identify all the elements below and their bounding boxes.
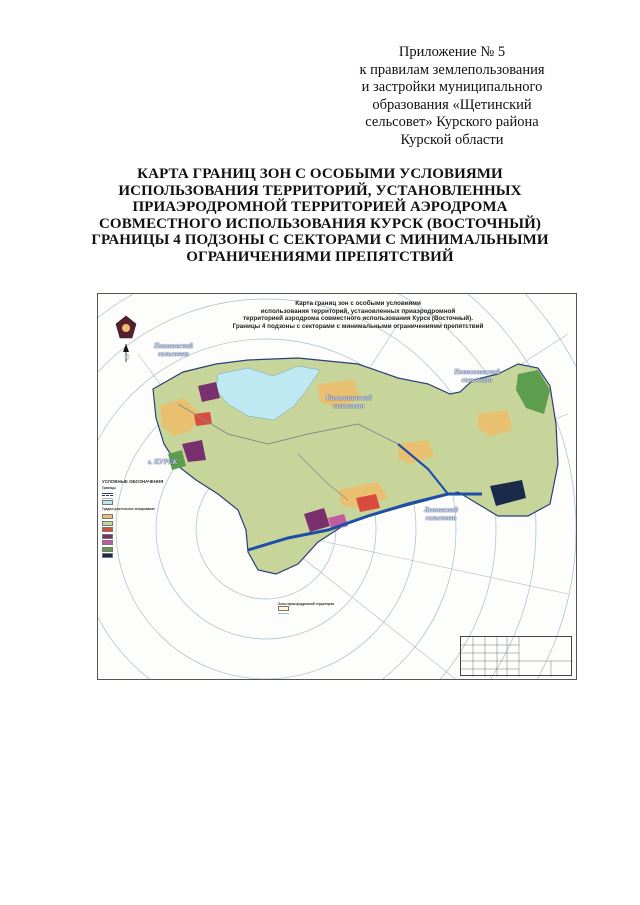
legend-subheading: Градостроительное зонирование (102, 507, 155, 512)
place-line: Камышинский (326, 394, 372, 402)
place-label (154, 342, 193, 358)
appendix-line: образования «Щетинский (372, 96, 532, 113)
map-title-line: использования территорий, установленных приаэродромной (260, 307, 456, 315)
place-line: сельсовет (425, 514, 457, 522)
place-label (326, 394, 372, 410)
legend-row (102, 534, 202, 539)
title-line: ПРИАЭРОДРОМНОЙ ТЕРРИТОРИЕЙ АЭРОДРОМА (132, 199, 508, 215)
appendix-line: Приложение № 5 (398, 44, 506, 60)
place-label (424, 506, 458, 522)
place-line: Пашковский (154, 342, 194, 350)
appendix-line: к правилам землепользования (359, 61, 545, 78)
title-line: ОГРАНИЧЕНИЯМИ ПРЕПЯТСТВИЙ (186, 248, 454, 265)
appendix-line: сельсовет» Курского района (365, 114, 539, 130)
legend-subheading: Границы (102, 485, 116, 490)
map-title-line: Карта границ зон с особыми условиями (295, 300, 421, 307)
place-line: сельсовет (333, 402, 365, 410)
appendix-note (322, 44, 582, 149)
title-block-stamp (460, 636, 572, 676)
legend-row (102, 514, 202, 519)
legend-heading: УСЛОВНЫЕ ОБОЗНАЧЕНИЯ (102, 479, 164, 484)
legend-row (102, 493, 202, 494)
legend-row (102, 521, 202, 526)
map-legend (102, 480, 202, 560)
place-label (454, 368, 500, 384)
title-line: ИСПОЛЬЗОВАНИЯ ТЕРРИТОРИЙ, УСТАНОВЛЕННЫХ (118, 182, 522, 199)
legend-row (102, 553, 202, 558)
title-line: СОВМЕСТНОГО ИСПОЛЬЗОВАНИЯ КУРСК (ВОСТОЧНЫЙ) (99, 215, 541, 232)
map-title-line: территорией аэродрома совместного использования Курск (Восточный). (242, 315, 474, 323)
place-line: сельсовет (461, 376, 493, 384)
map-title-line: Границы 4 подзоны с секторами с минимальными ограничениями препятствий (232, 322, 484, 330)
document-title (70, 166, 570, 265)
zoning-map (97, 293, 577, 680)
legend-row (102, 527, 202, 532)
appendix-line: и застройки муниципального (361, 79, 543, 95)
legend-row (278, 606, 348, 611)
airport-legend-heading: Зоны приаэродромной территории (278, 602, 335, 606)
legend-row (102, 495, 202, 496)
place-line: Новоселовский (454, 368, 500, 376)
place-line: сельсовет (158, 350, 189, 358)
legend-row (102, 540, 202, 545)
legend-row (278, 613, 348, 614)
legend-row (102, 500, 202, 505)
title-line: КАРТА ГРАНИЦ ЗОН С ОСОБЫМИ УСЛОВИЯМИ (137, 166, 503, 182)
legend-row (102, 498, 202, 499)
legend-row (102, 547, 202, 552)
place-line: Ленинский (424, 506, 459, 514)
appendix-line: Курской области (400, 131, 504, 148)
stamp-grid (461, 637, 573, 677)
title-line: ГРАНИЦЫ 4 ПОДЗОНЫ С СЕКТОРАМИ С МИНИМАЛЬНЫМИ (91, 232, 549, 248)
north-label: С (125, 355, 130, 361)
map-inner-title (208, 300, 508, 330)
place-label: г. КУРСК (148, 458, 178, 466)
airport-legend (278, 602, 348, 615)
